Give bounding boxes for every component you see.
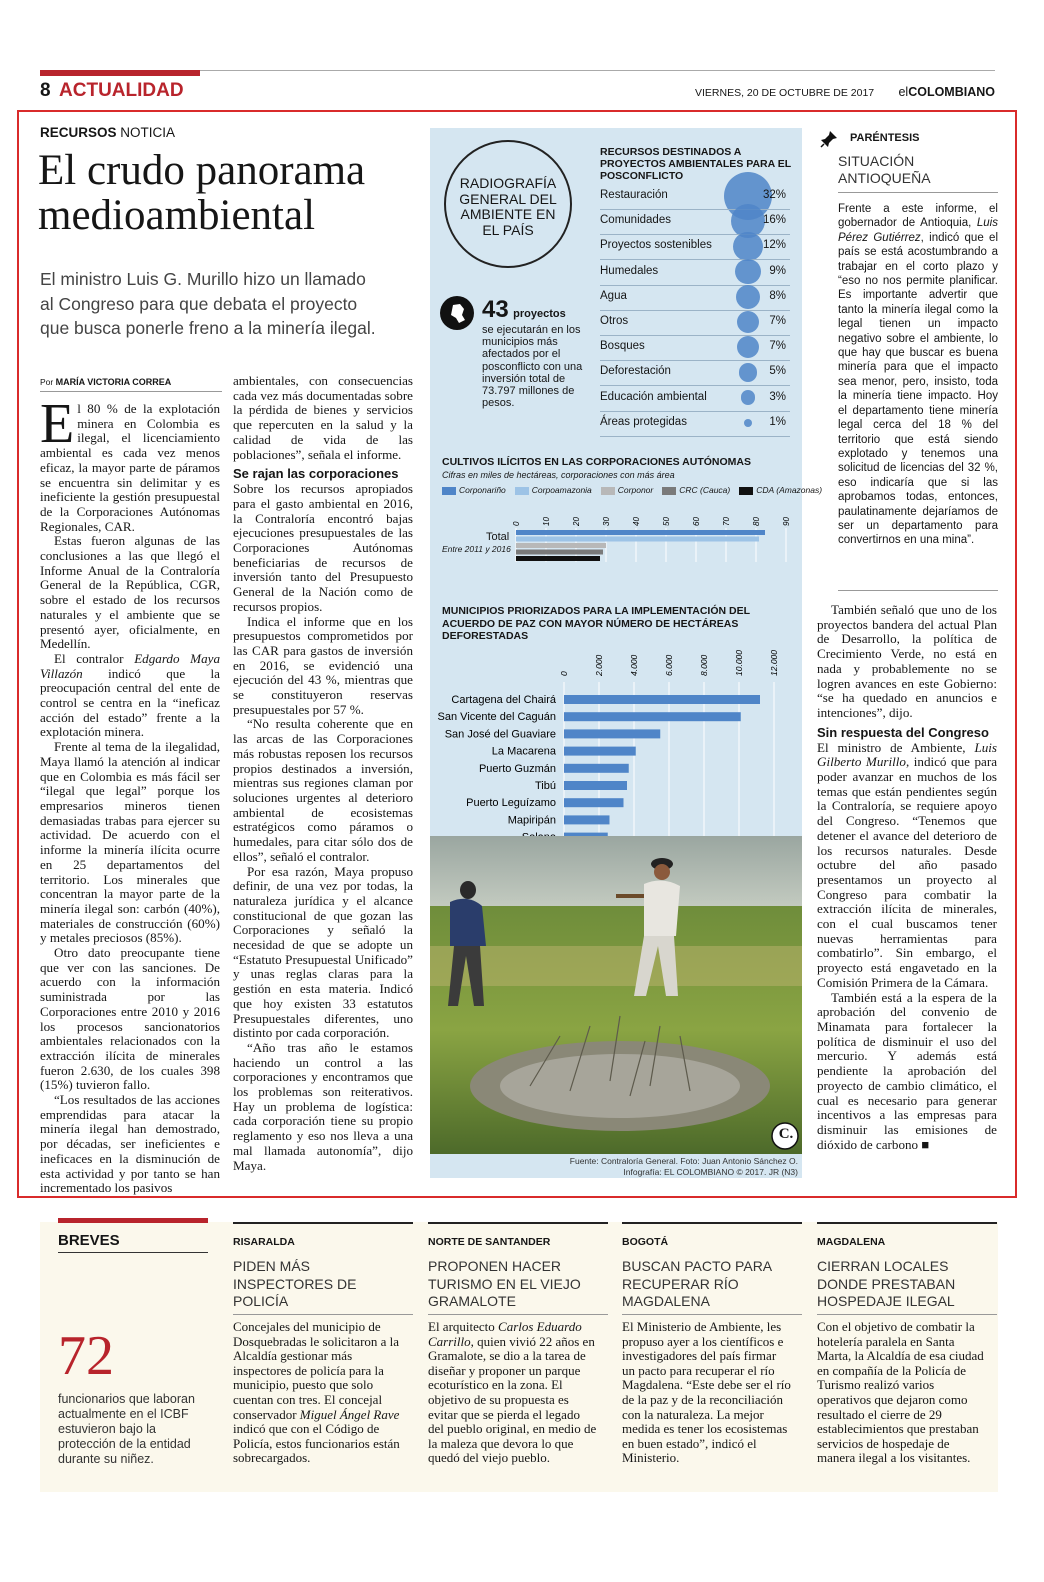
resource-label: Humedales [600,264,659,277]
brand: elCOLOMBIANO [898,85,995,99]
municipality-label: Puerto Guzmán [478,762,556,775]
municipality-bar [564,781,627,790]
parentesis-bottom-rule [838,590,998,591]
municipalities-tick-label: 2.000 [594,654,604,676]
resource-label: Áreas protegidas [600,415,687,428]
resource-value: 8% [769,289,786,302]
crops-tick-label: 30 [602,517,611,526]
resource-label: Bosques [600,340,645,353]
resource-value: 32% [762,189,786,201]
breves-big-text: funcionarios que laboran actualmente en el ICBF estuvieron bajo la protección de la entidad durante su niñez. [58,1392,195,1466]
resource-value: 3% [769,390,786,403]
brief-item [428,1222,608,1492]
breves-accent-bar [58,1218,208,1223]
crops-bar [516,530,765,535]
projects-number: 43 [482,296,509,323]
crops-bar [516,543,606,548]
drop-cap: E [40,393,75,455]
issue-date: VIERNES, 20 DE OCTUBRE DE 2017 [695,87,875,99]
crops-legend-item: Corpoamazonia [515,485,592,495]
municipality-bar [564,695,760,704]
breves-label-rule [58,1252,208,1253]
crops-tick-label: 70 [722,517,731,526]
resource-row [600,386,790,412]
paragraph: También está a la espera de la aprobación del convenio de Minamata para fortalecer la política de disminuir el uso del mercurio. Y además está pendiente la aprobación del proyecto de cambio climático, el cual es necesario para generar incentivos a las empresas para disminuir las emisiones de dióxido de carbono ■ [817,989,997,1152]
subheading: Se rajan las corporaciones [233,466,399,482]
paragraph: Por esa razón, Maya propuso definir, de una vez por todas, la naturaleza jurídica y el alcance constitucional de que gozan las Corporaciones y señaló la necesidad de que se adopte un “Estatuto Presupuestal Unificado” y unas reglas claras para la gestión en esta materia. Indicó que hoy existen 33 estatutos Presupuestales diferentes, uno distinto por cada corporación. [233,863,413,1041]
paragraph: El ministro de Ambiente, Luis Gilberto Murillo, indicó que para poder avanzar en muchos de los temas que están pendientes según la Contraloría, se requiere apoyo del Congreso. “Tenemos que detener el avance del deterioro de los recursos naturales. Desde octubre del año pasado presentamos un proyecto al Congreso para combatir la extracción ilícita de minerales, con el cual buscamos tener nuevas herramientas para combatirlo”. Sin embargo, el proyecto está engavetado en la Comisión Primera de la Cámara. [817,739,998,990]
municipality-label: San Vicente del Caguán [437,711,556,724]
brief-place: MAGDALENA [817,1236,886,1248]
crops-category-label: Total [486,531,510,543]
paragraph: Frente al tema de la ilegalidad, Maya llamó la atención al indicar que en Colombia es más fácil ser “ilegal que legal” porque los empresarios mineros tienen demasiadas trabas para ejercer su actividad. De acuerdo con el informe la minería ilícita ocurre en 25 departamentos del territorio. Los minerales que concentran la mayor parte de la minería ilegal son: carbón (40%), materiales de construcción (60%) y metales preciosos (85%). [40,739,220,946]
crops-chart-title: CULTIVOS ILÍCITOS EN LAS CORPORACIONES AUTÓNOMAS [442,456,751,468]
resource-value: 5% [769,365,786,378]
municipality-label: Cartagena del Chairá [451,694,556,706]
paragraph: Sobre los recursos apropiados para el gasto ambiental en 2016, la Contraloría encontró bajas ejecuciones presupuestales de las Corporaciones Autónomas beneficiarias de recursos de inversión tanto del Presupuesto General de la Nación como de recursos propios. [233,481,413,614]
resource-label: Comunidades [600,214,671,227]
resource-label: Educación ambiental [600,390,707,403]
colombia-map-icon [440,296,474,330]
article-column-1 [40,393,220,1196]
municipality-bar [564,798,624,807]
resource-value: 12% [762,239,786,252]
article-column-4 [817,603,997,1183]
municipalities-chart-title: MUNICIPIOS PRIORIZADOS PARA LA IMPLEMENTACIÓN DEL ACUERDO DE PAZ CON MAYOR NÚMERO DE HECTÁREAS DEFORESTADAS [442,605,750,642]
resource-row [600,360,790,386]
resource-label: Otros [600,315,629,327]
municipality-label: La Macarena [491,745,556,758]
municipality-label: Mapiripán [507,814,556,827]
headline: El crudo panorama medioambiental [38,147,366,239]
resource-value: 1% [769,415,786,428]
crops-legend [442,485,831,495]
crops-tick-label: 90 [782,517,791,526]
resource-label: Restauración [600,189,668,201]
brief-title-rule [233,1314,413,1315]
subheading: Sin respuesta del Congreso [817,724,989,740]
section-name: ACTUALIDAD [59,80,184,101]
resources-chart-title: RECURSOS DESTINADOS A PROYECTOS AMBIENTALES PARA EL POSCONFLICTO [600,146,791,182]
parentesis-box [818,128,998,598]
brief-text: Con el objetivo de combatir la hotelería paralela en Santa Marta, la Alcaldía de esa ciudad en compañía de la Policía de Turismo realizó varios operativos que dejaron como resultado el cierre de 29 establecimientos que prestaban servicios de hospedaje de manera ilegal a los visitantes. [817,1319,984,1466]
brief-place: NORTE DE SANTANDER [428,1236,551,1248]
end-mark: ■ [921,1136,930,1152]
resource-row [600,260,790,286]
municipality-bar [564,764,629,773]
crops-bar [516,550,603,555]
crops-legend-item: Corponariño [442,485,506,495]
breves-label: BREVES [58,1232,120,1249]
farmers-photo [430,836,802,1154]
resource-row [600,411,790,437]
paragraph: Otro dato preocupante tiene que ver con las sanciones. De acuerdo con la información suministrada por las Corporaciones entre 2010 y 2016 los procesos sancionatorios ambientales relacionados con la extracción ilícita de minerales fueron 2.630, de los cuales 398 (15%) tuvieron fallo. [40,945,220,1093]
el-colombiano-logo: C. [778,1126,794,1142]
crops-category-note: Entre 2011 y 2016 [442,544,511,554]
brief-title: PIDEN MÁS INSPECTORES DE POLICÍA [233,1258,357,1309]
resource-row [600,209,790,235]
crops-tick-label: 10 [542,517,551,526]
brief-rule [233,1222,413,1224]
brief-title: PROPONEN HACER TURISMO EN EL VIEJO GRAMALOTE [428,1258,581,1309]
crops-legend-item: CRC (Cauca) [662,485,730,495]
crops-legend-item: Corponor [601,485,653,495]
municipality-bar [564,815,610,824]
crops-tick-label: 40 [632,517,641,526]
municipality-label: San José del Guaviare [444,728,556,741]
municipalities-tick-label: 0 [559,671,569,676]
crops-chart-subtitle: Cifras en miles de hectáreas, corporaciones con más área [442,470,675,480]
crops-tick-label: 80 [752,517,761,526]
resource-row [600,285,790,311]
brief-place: BOGOTÁ [622,1236,669,1248]
paragraph: “Los resultados de las acciones emprendidas para atacar la minería ilegal han demostrado, por décadas, ser ineficientes e ineficaces en la disminución de esta actividad y por tanto se han incrementado los pasivos [40,1092,220,1196]
parentesis-label: PARÉNTESIS [850,132,920,144]
crops-tick-label: 0 [512,521,521,526]
page-number: 8 [40,80,51,101]
projects-word: proyectos [513,308,566,320]
section-accent-bar [40,70,200,76]
page-header [40,80,995,104]
paragraph: Estas fueron algunas de las conclusiones a las que llegó el Informe Anual de la Contraloría General de la República, CGR, sobre el estado de los recursos naturales y el ambiente que se presentó ayer, oficialmente, en Medellín. [40,533,220,652]
resource-row [600,335,790,361]
parentesis-rule [838,192,998,193]
brief-item [622,1222,802,1492]
brief-rule [622,1222,802,1224]
crops-tick-label: 60 [692,517,701,526]
municipality-label: Puerto Leguízamo [466,797,556,810]
resource-label: Agua [600,289,627,302]
parentesis-title: SITUACIÓN ANTIOQUEÑA [838,153,931,186]
resource-label: Deforestación [600,365,671,378]
crops-tick-label: 50 [662,517,671,526]
paragraph: ambientales, con consecuencias cada vez más documentadas sobre la pérdida de bienes y servicios que repercuten en la salud y la calidad de vida de las poblaciones”, señala el informe. [233,373,413,462]
municipalities-tick-label: 10.000 [734,650,744,676]
brief-title-rule [428,1314,608,1315]
crops-tick-label: 20 [572,517,581,526]
lead-paragraph: El 80 % de la explotación minera en Colombia es ilegal, el licenciamiento ambiental es cada vez menos eficaz, la mayor parte de páramos se encuentra sin delimitar y es ineficiente la gestión presupuestal de la Corporaciones Autónomas Regionales, CAR. [40,393,220,534]
resource-value: 7% [769,315,786,327]
byline: Por MARÍA VICTORIA CORREA [40,377,172,387]
brief-text: El Ministerio de Ambiente, les propuso ayer a los científicos e investigadores del país firmar un pacto para recuperar el río Magdalena. “Este debe ser el río de la paz y de la reconciliación con la naturaleza. La mejor medida es tener los ecosistemas en buen estado”, indicó el Ministerio. [622,1319,791,1466]
pin-icon [820,130,838,148]
deck: El ministro Luis G. Murillo hizo un llamado al Congreso para que debata el proyecto que busca ponerle freno a la minería ilegal. [40,269,376,338]
paragraph: El contralor Edgardo Maya Villazón indicó que la preocupación central del ente de control se centra en la “ineficaz acción del estado” frente a la explotación minera. [40,650,220,740]
brief-item [233,1222,413,1492]
infographic-title-circle: RADIOGRAFÍA GENERAL DEL AMBIENTE EN EL PAÍS [444,140,572,268]
brief-title: BUSCAN PACTO PARA RECUPERAR RÍO MAGDALENA [622,1258,773,1309]
article-column-2 [233,374,413,1178]
crops-bar [516,556,600,561]
resource-value: 9% [769,264,786,277]
brief-title-rule [817,1314,997,1315]
crops-legend-item: CDA (Amazonas) [739,485,822,495]
municipalities-tick-label: 4.000 [629,654,639,676]
municipalities-chart [430,636,802,846]
brief-title-rule [622,1314,802,1315]
parentesis-text: Frente a este informe, el gobernador de Antioquia, Luis Pérez Gutiérrez, indicó que el país se está acostumbrando a trabajar en el corto plazo y “eso no nos permite planificar. Es importante advertir que tanto la minería ilegal como la legal tienen un impacto negativo sobre el ambiente, lo que hay que buscar es buena minería para que el impacto sea menor, pero, insisto, toda la minería tiene impacto. Hoy el departamento tiene minería legal cerca del 18 % del territorio que está siendo explotado y tenemos una solicitud de licencias del 32 %, eso indicaría que si las aprobamos todas, entonces, paulatinamente dejaríamos de ser un departamento para convertirnos en una mina”. [838,203,998,547]
municipalities-tick-label: 12.000 [769,650,779,676]
brief-rule [428,1222,608,1224]
projects-text: se ejecutarán en los municipios más afectados por el posconflicto con una inversión total de 73.797 millones de pesos. [482,324,583,410]
paragraph: Indica el informe que en los presupuestos comprometidos por las CAR para gastos de inversión en 2016, se evidenció una ejecución del 43 %, mientras que se constituyeron reservas presupuestales por 57 %. [233,613,413,717]
brief-title: CIERRAN LOCALES DONDE PRESTABAN HOSPEDAJE ILEGAL [817,1258,956,1309]
brief-text: El arquitecto Carlos Eduardo Carrillo, quien vivió 22 años en Gramalote, se dio a la tarea de diseñar y proponer un parque ecoturístico en la zona. El objetivo de su propuesta es evitar que se pierda el legado del pueblo original, en medio de la maleza que devora lo que quedó del viejo pueblo. [428,1319,597,1466]
municipalities-tick-label: 8.000 [699,654,709,676]
paragraph: También señaló que uno de los proyectos bandera del actual Plan de Desarrollo, la política de Crecimiento Verde, no está en nada y probablemente no se logren avances en este Gobierno: “se ha quedado en anuncios e intenciones”, dijo. [817,602,997,720]
resource-label: Proyectos sostenibles [600,239,712,252]
brief-text: Concejales del municipio de Dosquebradas le solicitaron a la Alcaldía gestionar más inspectores de policía para la municipio, puesto que solo cuentan con tres. El concejal conservador Miguel Ángel Rave indicó que con el Código de Policía, estos funcionarios están sobrecargados. [233,1319,400,1466]
brief-place: RISARALDA [233,1236,295,1248]
municipality-label: Tibú [535,780,556,792]
resource-value: 16% [762,214,786,227]
resource-row [600,184,790,210]
municipalities-tick-label: 6.000 [664,654,674,676]
brief-item [817,1222,997,1492]
resource-row [600,234,790,260]
crops-bar [516,537,759,542]
resource-value: 7% [769,340,786,353]
byline-rule [40,391,222,392]
brief-rule [817,1222,997,1224]
municipality-bar [564,747,636,756]
breves-big-number: 72 [58,1325,114,1387]
resource-row [600,310,790,336]
municipality-bar [564,712,741,721]
projects-callout [482,296,592,409]
paragraph: “Año tras año le estamos haciendo un control a las corporaciones y encontramos que los problemas son reiterativos. Hay un problema de logística: cada corporación tiene su propio reglamento y eso nos lleva a una mal llamada autonomía”, dijo Maya. [233,1039,413,1173]
infographic [430,128,823,1178]
infographic-source: Fuente: Contraloría General. Foto: Juan Antonio Sánchez O. Infografía: EL COLOMBIANO © 2017. JR (N3) [569,1156,798,1177]
kicker: RECURSOS NOTICIA [40,125,176,140]
municipality-bar [564,729,660,738]
paragraph: “No resulta coherente que en las arcas de las Corporaciones más robustas reposen los recursos propios destinados a inversión, mientras sus regiones claman por soluciones urgentes al deterioro ambiental de ecosistemas estratégicos como páramos o humedales, para citar sólo dos de ellos”, señaló el contralor. [233,716,413,864]
